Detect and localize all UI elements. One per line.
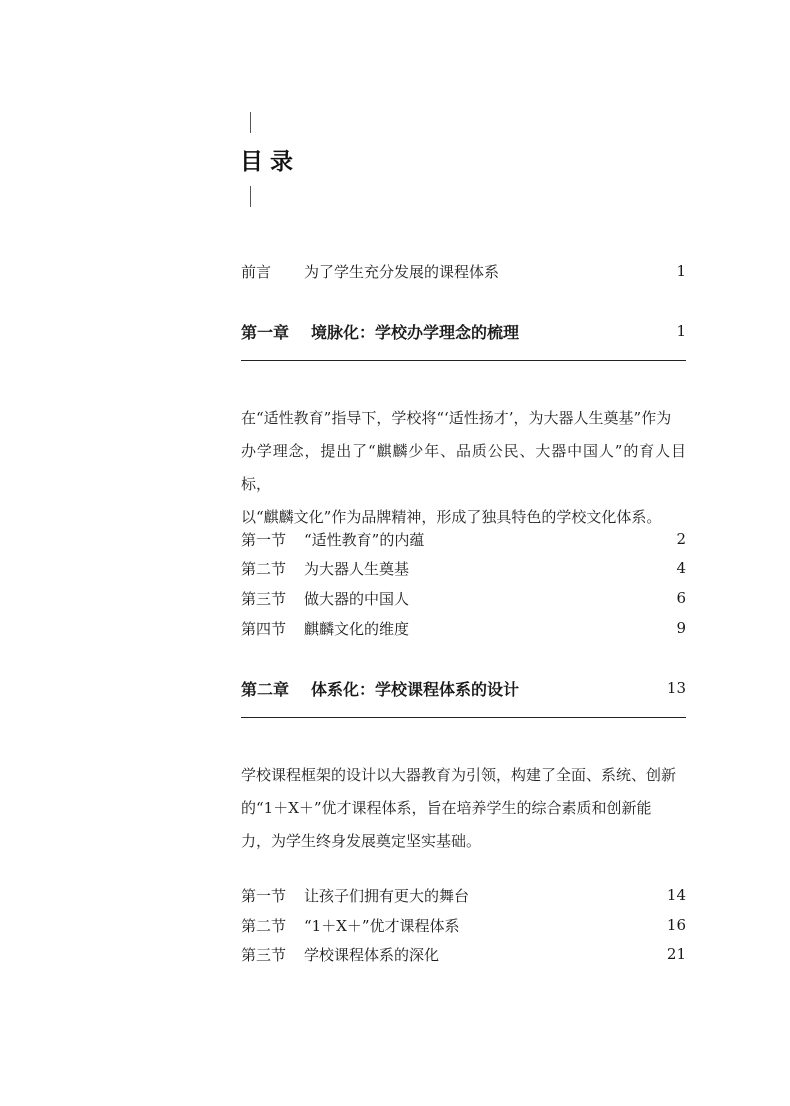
chapter-title: 体系化：学校课程体系的设计 (311, 679, 520, 699)
title-bar-bottom (250, 186, 251, 207)
section-label: 第一节 (241, 886, 287, 905)
section-label: 第一节 (241, 530, 287, 549)
toc-section-entry[interactable] (241, 556, 686, 580)
chapter-page: 13 (666, 679, 686, 697)
chapter-title: 境脉化：学校办学理念的梳理 (311, 322, 520, 342)
toc-section-entry[interactable] (241, 913, 686, 937)
section-title: 让孩子们拥有更大的舞台 (304, 886, 470, 905)
section-page: 2 (676, 530, 686, 548)
chapter-rule (241, 360, 686, 361)
section-title: 学校课程体系的深化 (304, 945, 440, 964)
toc-chapter-heading[interactable] (241, 676, 686, 700)
chapter-rule (241, 717, 686, 718)
section-title: 为大器人生奠基 (304, 559, 410, 578)
section-title: “1＋X＋”优才课程体系 (304, 916, 460, 935)
section-label: 第二节 (241, 916, 287, 935)
preface-title: 为了学生充分发展的课程体系 (304, 262, 500, 281)
toc-section-entry[interactable] (241, 942, 686, 966)
section-title: 做大器的中国人 (304, 589, 410, 608)
section-page: 21 (666, 945, 686, 963)
section-page: 6 (676, 589, 686, 607)
preface-label: 前言 (241, 262, 272, 281)
chapter-label: 第二章 (241, 679, 290, 699)
toc-chapter-heading[interactable] (241, 319, 686, 343)
summary-line: 的“1＋X＋”优才课程体系，旨在培养学生的综合素质和创新能 (241, 799, 652, 817)
chapter-summary (241, 759, 686, 858)
summary-line: 在“适性教育”指导下，学校将“‘适性扬才’，为大器人生奠基”作为 (241, 409, 672, 427)
page-title: 目录 (240, 149, 300, 175)
chapter-summary (241, 402, 686, 534)
summary-line: 办学理念，提出了“麒麟少年、品质公民、大器中国人”的育人目标， (241, 442, 686, 493)
section-label: 第三节 (241, 945, 287, 964)
section-page: 9 (676, 619, 686, 637)
summary-line: 学校课程框架的设计以大器教育为引领，构建了全面、系统、创新 (241, 766, 677, 784)
chapter-label: 第一章 (241, 322, 290, 342)
preface-page: 1 (676, 262, 686, 280)
section-page: 16 (666, 916, 686, 934)
section-title: “适性教育”的内蕴 (304, 530, 425, 549)
title-bar-top (250, 112, 251, 133)
toc-section-entry[interactable] (241, 616, 686, 640)
section-title: 麒麟文化的维度 (304, 619, 410, 638)
summary-line: 力，为学生终身发展奠定坚实基础。 (241, 832, 482, 850)
summary-line: 以“麒麟文化”作为品牌精神，形成了独具特色的学校文化体系。 (241, 508, 662, 526)
section-label: 第三节 (241, 589, 287, 608)
toc-section-entry[interactable] (241, 883, 686, 907)
toc-entry-preface[interactable] (241, 259, 686, 283)
chapter-page: 1 (676, 322, 686, 340)
toc-section-entry[interactable] (241, 527, 686, 551)
toc-section-entry[interactable] (241, 586, 686, 610)
section-label: 第二节 (241, 559, 287, 578)
section-page: 4 (676, 559, 686, 577)
section-label: 第四节 (241, 619, 287, 638)
section-page: 14 (666, 886, 686, 904)
